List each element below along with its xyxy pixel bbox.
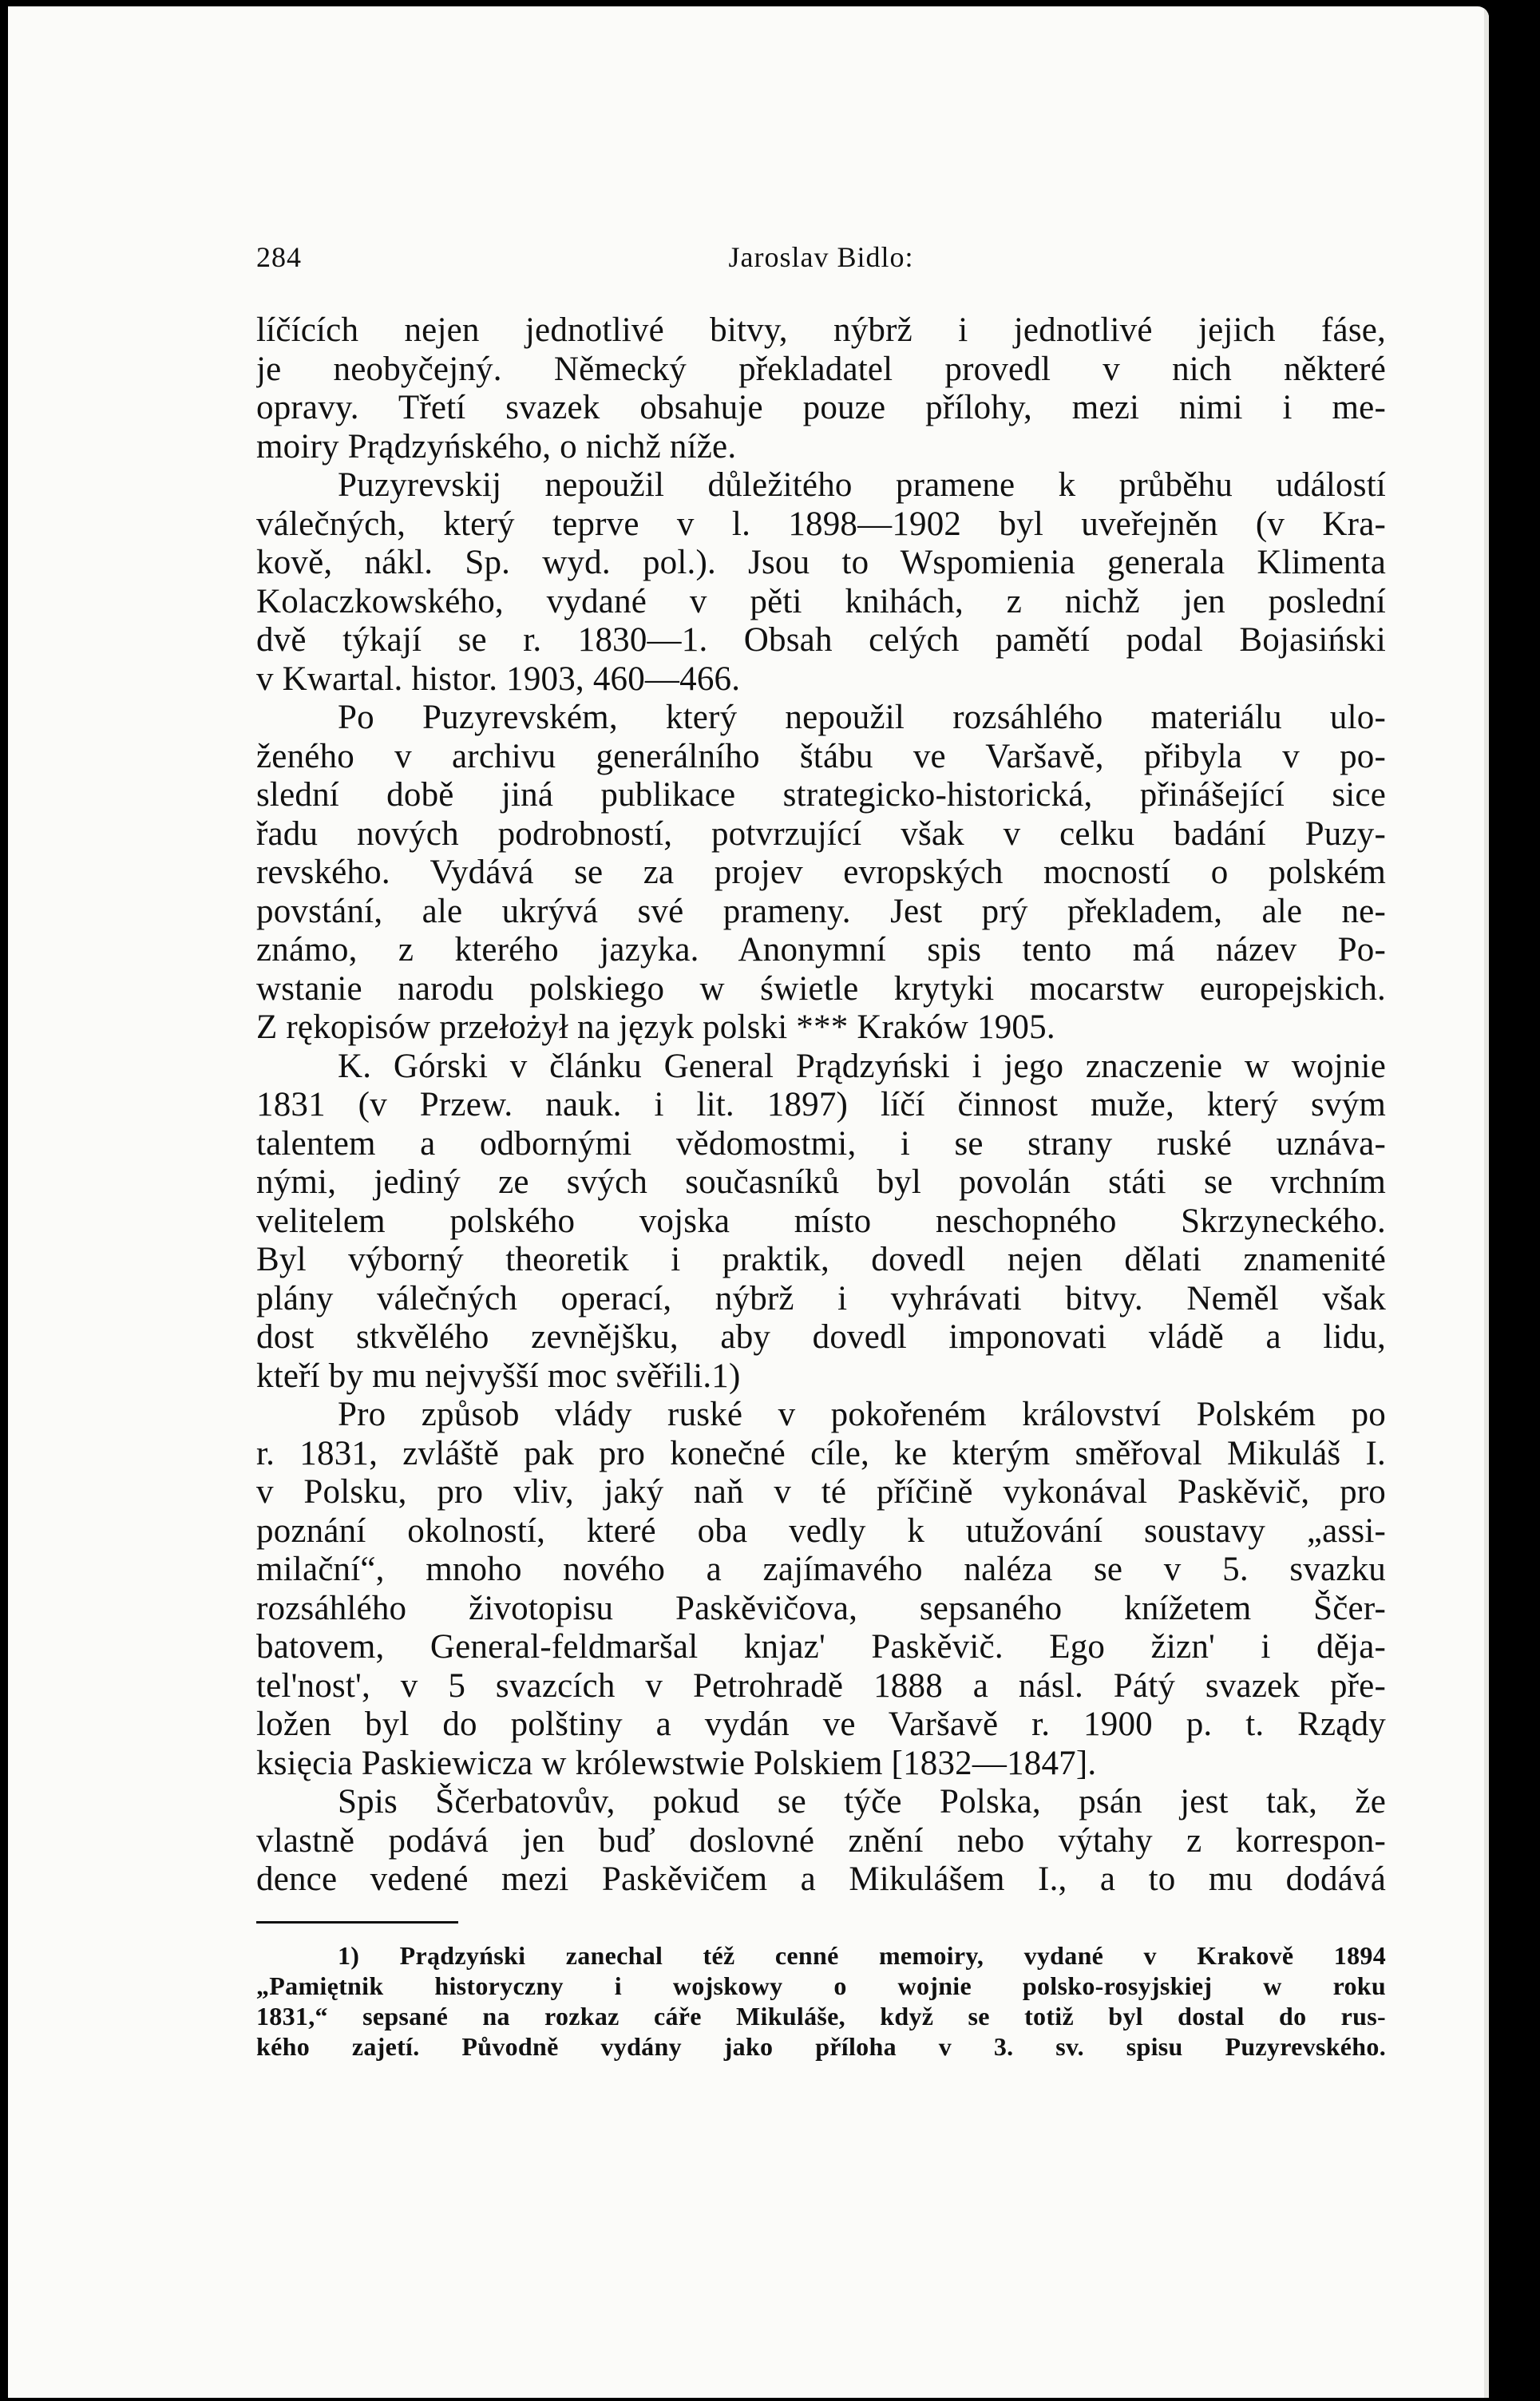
text-line: rozsáhlého životopisu Paskěvičova, sepsaného knížetem Ščer- <box>256 1589 1386 1627</box>
text-line: moiry Prądzyńského, o nichž níže. <box>256 427 737 466</box>
footnotes <box>256 1940 1386 2062</box>
text-line: v Polsku, pro vliv, jaký naň v té příčině vykonával Paskěvič, pro <box>256 1473 1386 1511</box>
text-line: válečných, který teprve v l. 1898—1902 byl uveřejněn (v Kra- <box>256 505 1386 543</box>
text-line: Kolaczkowského, vydané v pěti knihách, z nichž jen poslední <box>256 582 1386 620</box>
text-line: milační“, mnoho nového a zajímavého naléza se v 5. svazku <box>256 1551 1386 1588</box>
text-line: ženého v archivu generálního štábu ve Varšavě, přibyla v po- <box>256 737 1386 775</box>
page-edge <box>1484 6 1489 2398</box>
footnote-line: kého zajetí. Původně vydány jako příloha v 3. sv. spisu Puzyrevského. <box>256 2032 1386 2061</box>
text-line: talentem a odbornými vědomostmi, i se strany ruské uznáva- <box>256 1124 1386 1163</box>
text-line: wstanie narodu polskiego w świetle krytyki mocarstw europejskich. <box>256 969 1386 1008</box>
page-number: 284 <box>256 241 302 273</box>
footnote-line: „Pamiętnik historyczny i wojskowy o wojnie polsko-rosyjskiej w roku <box>256 1971 1386 2000</box>
text-line: známo, z kterého jazyka. Anonymní spis tento má název Po- <box>256 931 1386 969</box>
running-head: Jaroslav Bidlo: <box>728 241 914 273</box>
footnote-divider <box>256 1921 458 1924</box>
text-line: kově, nákl. Sp. wyd. pol.). Jsou to Wspomienia generala Klimenta <box>256 544 1386 581</box>
page-header <box>256 233 1386 281</box>
text-line: dost stkvělého zevnějšku, aby dovedl imponovati vládě a lidu, <box>256 1318 1386 1356</box>
text-line: Byl výborný theoretik i praktik, dovedl nejen dělati znamenité <box>256 1241 1386 1278</box>
text-line: je neobyčejný. Německý překladatel provedl v nich některé <box>256 350 1386 388</box>
text-line: Puzyrevskij nepoužil důležitého pramene k průběhu událostí <box>338 466 1386 504</box>
text-line: Z rękopisów przełożył na język polski *** Kraków 1905. <box>256 1008 1055 1046</box>
text-line: poznání okolností, které oba vedly k utužování soustavy „assi- <box>256 1512 1386 1550</box>
text-line: dence vedené mezi Paskěvičem a Mikulášem I., a to mu dodává <box>256 1860 1386 1898</box>
text-line: Po Puzyrevském, který nepoužil rozsáhlého materiálu ulo- <box>338 699 1386 736</box>
text-line: 1831 (v Przew. nauk. i lit. 1897) líčí činnost muže, který svým <box>256 1086 1386 1123</box>
text-line: velitelem polského vojska místo neschopného Skrzyneckého. <box>256 1202 1386 1240</box>
text-line: revského. Vydává se za projev evropských mocností o polském <box>256 854 1386 891</box>
footnote-line: 1) Prądzyński zanechal též cenné memoiry, vydané v Krakově 1894 <box>338 1941 1386 1970</box>
text-line: opravy. Třetí svazek obsahuje pouze přílohy, mezi nimi i me- <box>256 389 1386 426</box>
text-line: plány válečných operací, nýbrž i vyhrávati bitvy. Neměl však <box>256 1279 1386 1317</box>
text-line: řadu nových podrobností, potvrzující však v celku badání Puzy- <box>256 814 1386 853</box>
text-line: tel'nost', v 5 svazcích v Petrohradě 1888 a násl. Pátý svazek pře- <box>256 1666 1386 1705</box>
text-line: v Kwartal. histor. 1903, 460—466. <box>256 660 741 698</box>
text-line: ložen byl do polštiny a vydán ve Varšavě r. 1900 p. t. Rządy <box>256 1706 1386 1743</box>
text-line: r. 1831, zvláště pak pro konečné cíle, ke kterým směřoval Mikuláš I. <box>256 1434 1386 1472</box>
text-line: batovem, General-feldmaršal knjaz' Paskěvič. Ego žizn' i děja- <box>256 1628 1386 1666</box>
scanned-page <box>8 6 1489 2398</box>
text-line: Spis Ščerbatovův, pokud se týče Polska, psán jest tak, že <box>338 1783 1386 1821</box>
text-line: K. Górski v článku General Prądzyński i jego znaczenie w wojnie <box>338 1047 1386 1085</box>
text-line: dvě týkají se r. 1830—1. Obsah celých pamětí podal Bojasiński <box>256 621 1386 659</box>
text-line: księcia Paskiewicza w królewstwie Polskiem [1832—1847]. <box>256 1744 1097 1782</box>
text-line: povstání, ale ukrývá své prameny. Jest prý překladem, ale ne- <box>256 892 1386 930</box>
text-line: slední době jiná publikace strategicko-historická, přinášející sice <box>256 776 1386 814</box>
body-text <box>256 311 1386 1900</box>
footnote-line: 1831,“ sepsané na rozkaz cáře Mikuláše, když se totiž byl dostal do rus- <box>256 2002 1386 2031</box>
text-line: vlastně podává jen buď doslovné znění nebo výtahy z korrespon- <box>256 1821 1386 1860</box>
text-line: kteří by mu nejvyšší moc svěřili.1) <box>256 1357 741 1395</box>
text-line: Pro způsob vlády ruské v pokořeném království Polském po <box>338 1396 1386 1433</box>
text-line: líčících nejen jednotlivé bitvy, nýbrž i jednotlivé jejich fáse, <box>256 311 1386 349</box>
text-line: nými, jediný ze svých současníků byl povolán státi se vrchním <box>256 1163 1386 1201</box>
